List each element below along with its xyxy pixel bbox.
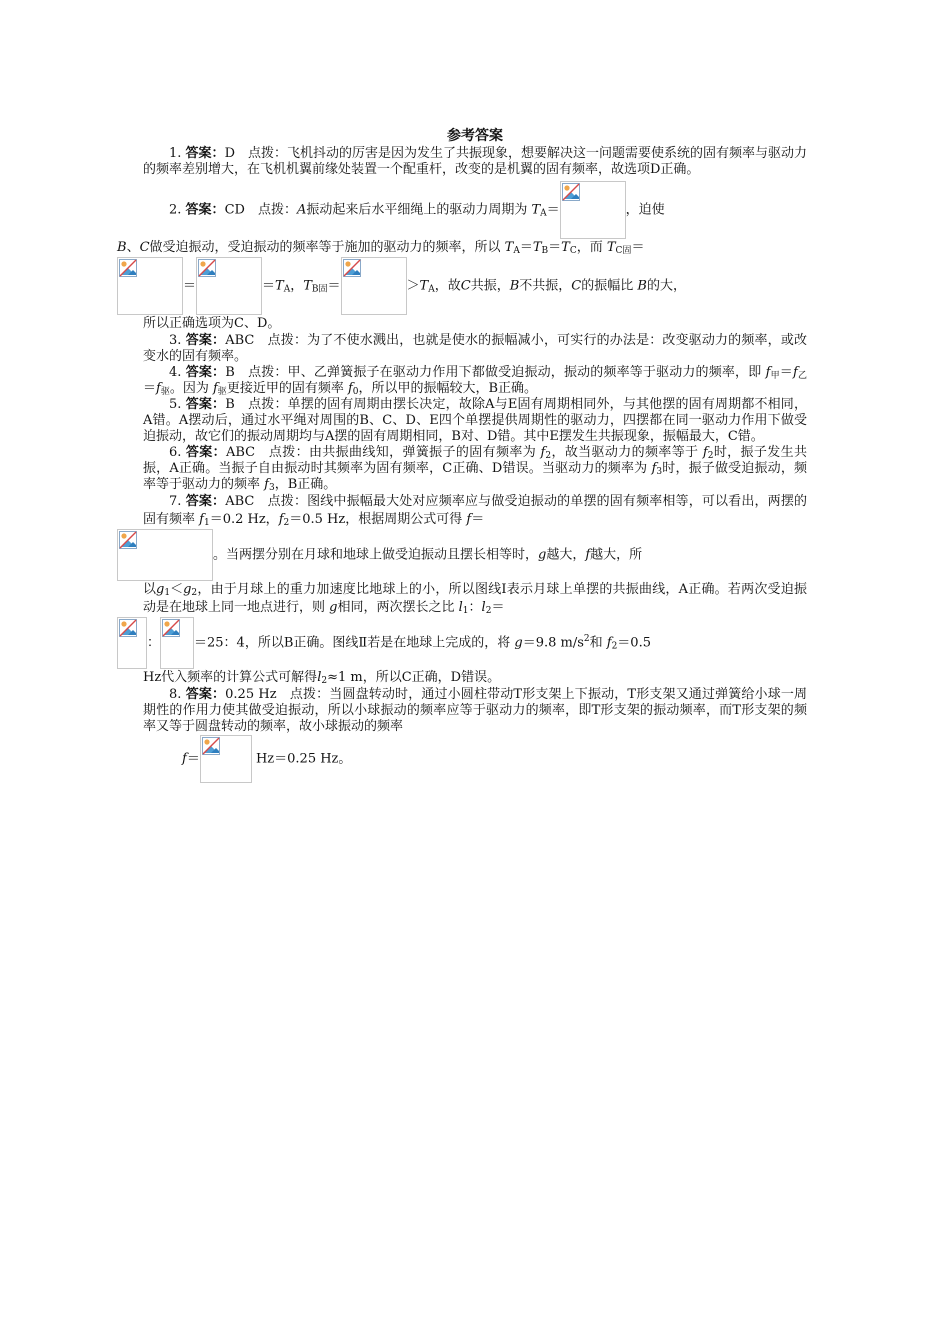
answer-label: 答案： (185, 146, 225, 161)
image-placeholder-icon (343, 259, 361, 277)
formula-image (117, 617, 147, 669)
page-title: 参考答案 (447, 128, 503, 144)
answer-item-4: 4. 答案：B 点拨：甲、乙弹簧振子在驱动力作用下都做受迫振动，振动的频率等于驱动力的频率，即 $f_甲=f_乙=f_驱$。因为 $f_驱$更接近甲的固有频率 $f_0$，所以甲的振幅较大，B正确。 (143, 365, 807, 397)
answer-item-6: 6. 答案：ABC 点拨：由共振曲线知，弹簧振子的固有频率为 $f_2$，故当驱动力的频率等于 $f_2$时，振子发生共振，A正确。当振子自由振动时其频率为固有频率，C正确、D错误。当驱动力的频率为 $f_3$时，振子做受迫振动，频率等于驱动力的频率 $f_3$，B正确。 (143, 445, 807, 493)
answer-item-7: 7. 答案：ABC 点拨：图线中振幅最大处对应频率应与做受迫振动的单摆的固有频率相等，可以看出，两摆的固有频率 $f_1=0.2$ Hz，$f_2=0.5$ Hz，根据周期公式可得 f＝ 。当两摆分别在月球和地球上做受迫振动且摆长相等时，g越大，f越大，所 以$g_1<g_2$，由于月球上的重力加速度比地球上的小，所以图线Ⅰ表示月球上单摆的共振曲线，A正确。若两次受迫振动是在地球上同一地点进行，则 g相同，两次摆长之比 $l_1$：$l_2=$ ： ＝25：4，所以B正确。图线Ⅱ若是在地球上完成的，将 g＝9.8 $m/s^2$和 $f_2=0.5$ Hz代入频率的计算公式可解得$l_2\approx 1$ m，所以C正确，D错误。 (143, 493, 807, 687)
image-placeholder-icon (119, 619, 137, 637)
image-placeholder-icon (562, 183, 580, 201)
formula-image (117, 529, 213, 581)
image-placeholder-icon (119, 259, 137, 277)
answer-item-5: 5. 答案：B 点拨：单摆的固有周期由摆长决定，故除A与E固有周期相同外，与其他摆的固有周期都不相同，A错。A摆动后，通过水平绳对周围的B、C、D、E四个单摆提供周期性的驱动力，四摆都在同一驱动力作用下做受迫振动，故它们的振动周期均与A摆的固有周期相同，B对、D错。其中E摆发生共振现象，振幅最大，C错。 (143, 397, 807, 444)
formula-image (160, 617, 194, 669)
formula-image (560, 181, 626, 239)
image-placeholder-icon (202, 737, 220, 755)
answer-item-2: 2. 答案：CD 点拨：A振动起来后水平细绳上的驱动力周期为 $T_A=$ ，迫使 B、C做受迫振动，受迫振动的频率等于施加的驱动力的频率，所以 $T_A=T_B=T_C$，而 $T_{C固}=$ ＝ $=T_A$，$T_{B固}=$ $>T_A$，故C共振，B不共振，C的振幅比 B的大， 所以正确选项为C、D。 (143, 181, 807, 333)
formula-image (200, 735, 252, 783)
formula-image (341, 257, 407, 315)
answer-sheet (117, 128, 808, 783)
answer-item-8: 8. 答案：0.25 Hz 点拨：当圆盘转动时，通过小圆柱带动T形支架上下振动，T形支架又通过弹簧给小球一周期性的作用力使其做受迫振动，所以小球振动的频率应等于驱动力的频率，即T形支架的振动频率，而T形支架的频率又等于圆盘转动的频率，故小球振动的频率 (143, 687, 807, 734)
answer-item-1: 1. 答案：D 点拨：飞机抖动的厉害是因为发生了共振现象，想要解决这一问题需要使系统的固有频率与驱动力的频率差别增大，在飞机机翼前缘处装置一个配重杆，改变的是机翼的固有频率，故选项D正确。 (143, 146, 808, 177)
answer-item-3: 3. 答案：ABC 点拨：为了不使水溅出，也就是使水的振幅减小，可实行的办法是：改变驱动力的频率，或改变水的固有频率。 (143, 333, 807, 364)
formula-image (196, 257, 262, 315)
image-placeholder-icon (119, 531, 137, 549)
image-placeholder-icon (162, 619, 180, 637)
formula-image (117, 257, 183, 315)
image-placeholder-icon (198, 259, 216, 277)
answer-item-8-formula: f＝ Hz＝0.25 Hz。 (143, 735, 807, 783)
